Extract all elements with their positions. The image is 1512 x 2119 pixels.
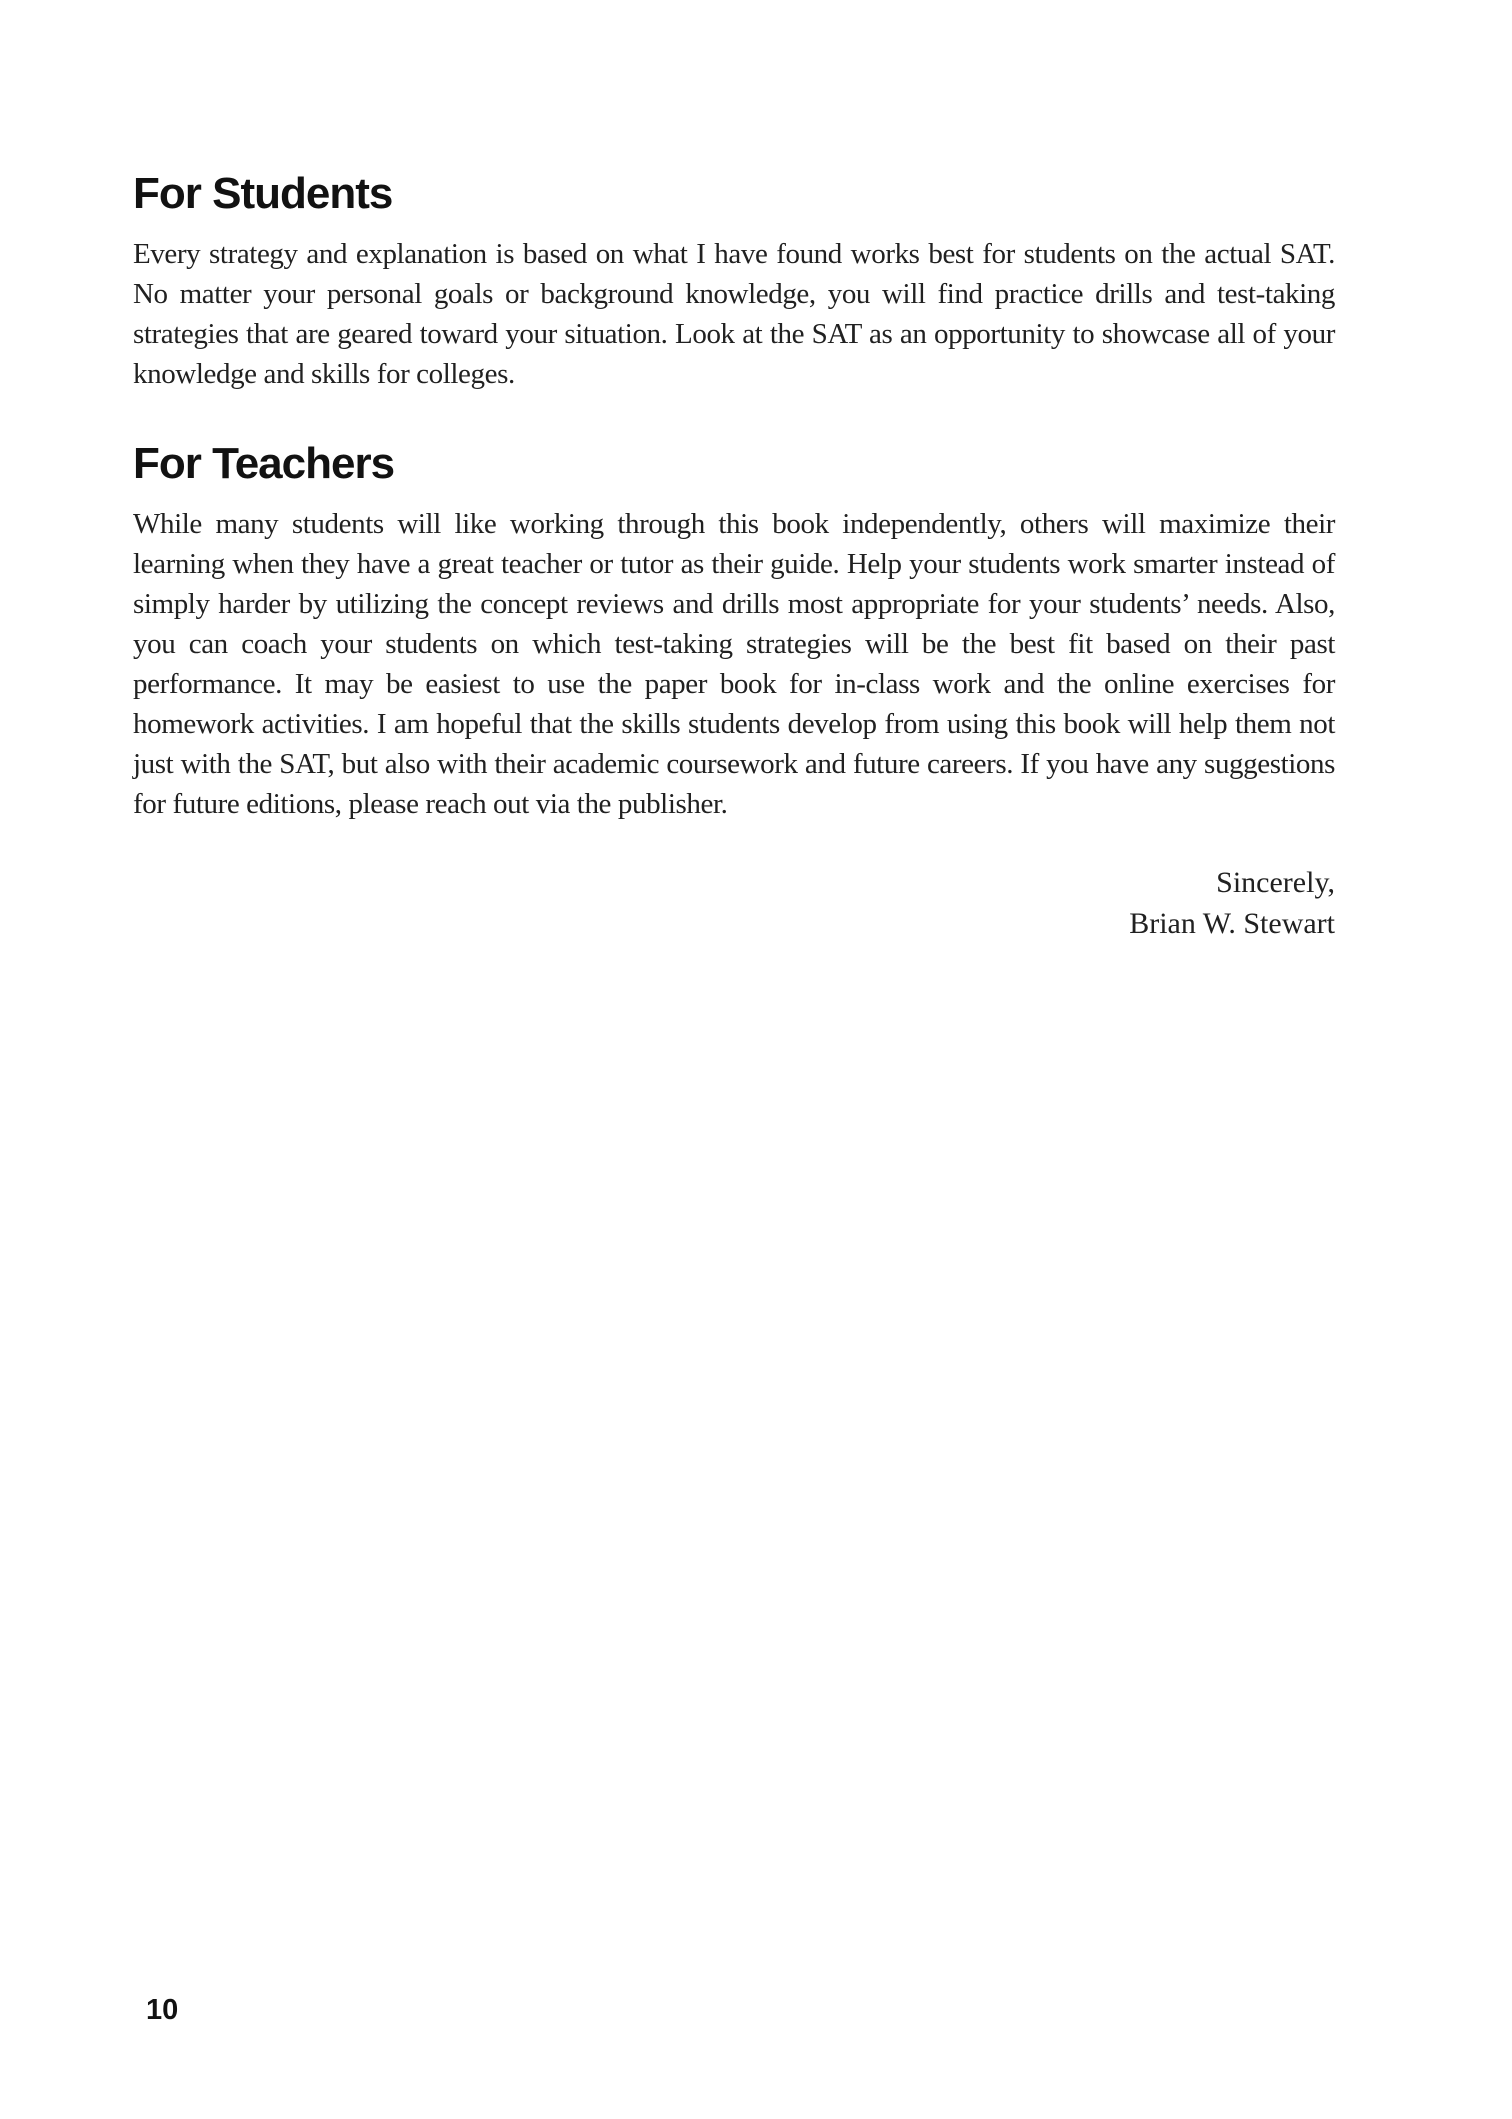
signoff-closing: Sincerely, [1216,866,1335,899]
page-content [133,0,1335,944]
for-students-paragraph: Every strategy and explanation is based on what I have found works best for students on the actual SAT. No matter your personal goals or background knowledge, you will find practice drills and test-taking strategies that are geared toward your situation. Look at the SAT as an opportunity to showcase all of your knowledge and skills for colleges. [133,238,1335,390]
for-students-heading: For Students [133,169,393,218]
signoff-author-name: Brian W. Stewart [1129,907,1335,940]
section-for-students [133,170,1335,394]
for-teachers-paragraph: While many students will like working through this book independently, others will maximize their learning when they have a great teacher or tutor as their guide. Help your students work smarter instead of simply harder by utilizing the concept reviews and drills most appropriate for your students’ needs. Also, you can coach your students on which test-taking strategies will be the best fit based on their past performance. It may be easiest to use the paper book for in-class work and the online exercises for homework activities. I am hopeful that the skills students develop from using this book will help them not just with the SAT, but also with their academic coursework and future careers. If you have any suggestions for future editions, please reach out via the publisher. [133,508,1335,820]
for-teachers-heading: For Teachers [133,439,395,488]
signoff-block [133,862,1335,944]
section-for-teachers [133,440,1335,824]
page-number: 10 [146,1994,179,2026]
